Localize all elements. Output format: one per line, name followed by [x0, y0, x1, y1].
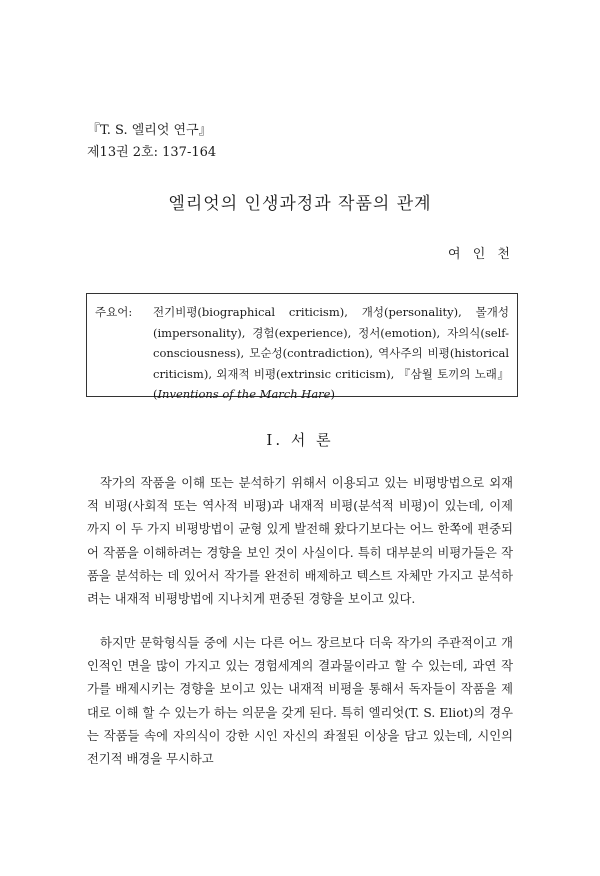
keyword: 자의식(self-consciousness), [153, 325, 509, 360]
keyword: 정서(emotion), [358, 325, 448, 340]
body-paragraph-2: 하지만 문학형식들 중에 시는 다른 어느 장르보다 더욱 작가의 주관적이고 개인적인 면을 많이 가지고 있는 경험세계의 결과물이라고 할 수 있는데, 과연 작가를 배제시키는 경향을 보이고 있는 내재적 비평을 통해서 독자들이 작품을 제대로 이해 할 수 있는가 하는 의문을 갖게 된다. 특히 엘리엇(T. S. Eliot)의 경우는 작품들 속에 자의식이 강한 시인 자신의 좌절된 이상을 담고 있는데, 시인의 전기적 배경을 무시하고 [87, 636, 513, 767]
journal-name: 『T. S. 엘리엇 연구』 [87, 123, 212, 138]
keyword: 외재적 비평(extrinsic criticism), [216, 366, 399, 381]
keyword: 개성(personality), [361, 305, 476, 319]
article-title: 엘리엇의 인생과정과 작품의 관계 [168, 194, 432, 214]
body-paragraph-1: 작가의 작품을 이해 또는 분석하기 위해서 이용되고 있는 비평방법으로 외재적 비평(사회적 또는 역사적 비평)과 내재적 비평(분석적 비평)이 있는데, 이제까지 이 두 가지 비평방법이 균형 있게 발전해 왔다기보다는 어느 한쪽에 편중되어 작품을 이해하려는 경향을 보인 것이 사실이다. 특히 대부분의 비평가들은 작품을 분석하는 데 있어서 작가를 완전히 배제하고 텍스트 자체만 가지고 분석하려는 내재적 비평방법에 지나치게 편중된 경향을 보이고 있다. [87, 476, 513, 607]
section-heading: Ⅰ. 서 론 [266, 431, 334, 449]
keyword: 몰개성(impersonality), [153, 305, 509, 340]
keyword: 경험(experience), [252, 325, 359, 340]
article-author: 여 인 천 [448, 247, 514, 262]
keyword: 역사주의 비평(historical criticism), [153, 346, 510, 381]
keywords-box [86, 293, 518, 401]
keywords-list [153, 302, 509, 405]
keywords-label: 주요어: [95, 305, 133, 319]
keyword: 전기비평(biographical criticism), [153, 305, 362, 319]
journal-issue: 제13권 2호: 137-164 [87, 145, 217, 160]
keyword-last-prefix: 『삼월 토끼의 노래』( [153, 366, 510, 401]
keyword: 모순성(contradiction), [249, 346, 379, 360]
keyword-last-suffix: ) [330, 387, 335, 401]
journal-info [87, 120, 216, 164]
keyword-last-italic: Inventions of the March Hare [157, 387, 331, 401]
